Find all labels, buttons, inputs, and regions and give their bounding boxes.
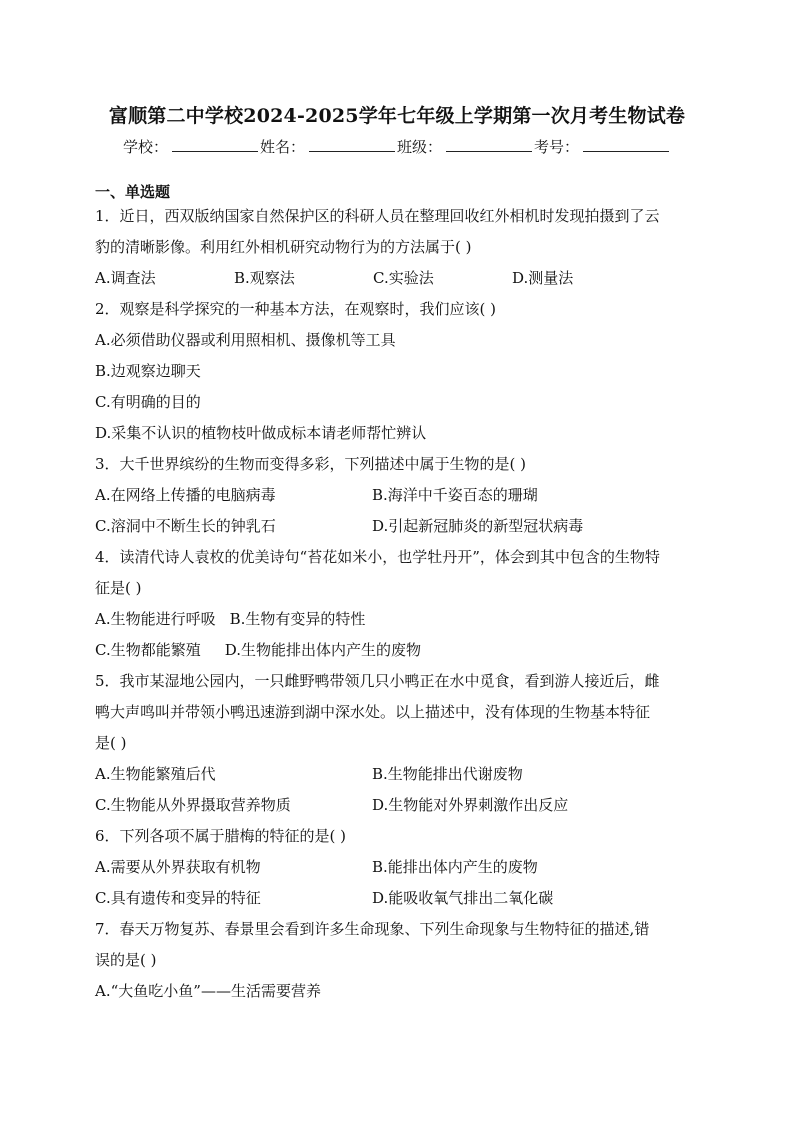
class-label: 班级： <box>397 138 443 156</box>
question-stem-line: 是( ) <box>95 734 127 752</box>
option-d: D.采集不认识的植物枝叶做成标本请老师帮忙辨认 <box>95 424 427 442</box>
option-c: C.生物都能繁殖 <box>95 641 201 659</box>
options-row <box>95 790 705 821</box>
question-stem-line: 4．读清代诗人袁枚的优美诗句“苔花如米小，也学牡丹开”，体会到其中包含的生物特 <box>95 548 660 566</box>
class-blank[interactable] <box>446 137 532 152</box>
option-b: B.边观察边聊天 <box>95 362 201 380</box>
school-label: 学校： <box>122 138 168 156</box>
section-heading: 一、单选题 <box>95 183 171 201</box>
option-a: A.调查法 <box>95 269 156 287</box>
option-d: D.生物能对外界刺激作出反应 <box>372 796 569 814</box>
options-row <box>95 635 705 666</box>
exam-number-blank[interactable] <box>583 137 669 152</box>
option-a: A.必须借助仪器或利用照相机、摄像机等工具 <box>95 331 396 349</box>
option-c: C.溶洞中不断生长的钟乳石 <box>95 517 276 535</box>
option-a: A.生物能繁殖后代 <box>95 765 216 783</box>
options-row <box>95 883 705 914</box>
question-stem-line: 5．我市某湿地公园内，一只雌野鸭带领几只小鸭正在水中觅食，看到游人接近后，雌 <box>95 672 660 690</box>
option-c: C.有明确的目的 <box>95 393 201 411</box>
question-stem-line: 鸭大声鸣叫并带领小鸭迅速游到湖中深水处。以上描述中，没有体现的生物基本特征 <box>95 703 651 721</box>
option-a: A.在网络上传播的电脑病毒 <box>95 486 276 504</box>
option-a: A.生物能进行呼吸 <box>95 610 216 628</box>
options-row <box>95 263 705 294</box>
school-blank[interactable] <box>172 137 258 152</box>
name-blank[interactable] <box>309 137 395 152</box>
option-d: D.测量法 <box>512 269 574 287</box>
question-stem-line: 豹的清晰影像。利用红外相机研究动物行为的方法属于( ) <box>95 238 472 256</box>
options-row <box>95 759 705 790</box>
option-b: B.生物有变异的特性 <box>229 610 366 628</box>
question-list <box>95 201 705 1007</box>
question-stem-line: 3．大千世界缤纷的生物而变得多彩，下列描述中属于生物的是( ) <box>95 455 527 473</box>
options-row <box>95 511 705 542</box>
option-b: B.观察法 <box>234 269 295 287</box>
question-2 <box>95 294 705 449</box>
question-1 <box>95 201 705 294</box>
option-c: C.具有遗传和变异的特征 <box>95 889 261 907</box>
question-5 <box>95 666 705 821</box>
option-b: B.生物能排出代谢废物 <box>372 765 523 783</box>
question-4 <box>95 542 705 666</box>
page-title: 富顺第二中学校2024-2025学年七年级上学期第一次月考生物试卷 <box>108 105 686 127</box>
options-row <box>95 852 705 883</box>
option-d: D.能吸收氧气排出二氧化碳 <box>372 889 554 907</box>
question-6 <box>95 821 705 914</box>
question-stem-line: 2．观察是科学探究的一种基本方法，在观察时，我们应该( ) <box>95 300 497 318</box>
option-c: C.实验法 <box>373 269 434 287</box>
question-stem-line: 6．下列各项不属于腊梅的特征的是( ) <box>95 827 347 845</box>
student-info-row <box>0 136 794 157</box>
option-a: A.需要从外界获取有机物 <box>95 858 261 876</box>
question-stem-line: 征是( ) <box>95 579 142 597</box>
question-stem-line: 误的是( ) <box>95 951 157 969</box>
name-label: 姓名： <box>259 138 305 156</box>
question-3 <box>95 449 705 542</box>
option-b: B.海洋中千姿百态的珊瑚 <box>372 486 538 504</box>
option-a: A.“大鱼吃小鱼”——生活需要营养 <box>95 982 321 1000</box>
question-stem-line: 7．春天万物复苏、春景里会看到许多生命现象、下列生命现象与生物特征的描述,错 <box>95 920 650 938</box>
options-row <box>95 480 705 511</box>
question-stem-line: 1．近日，西双版纳国家自然保护区的科研人员在整理回收红外相机时发现拍摄到了云 <box>95 207 660 225</box>
question-7 <box>95 914 705 1007</box>
option-b: B.能排出体内产生的废物 <box>372 858 538 876</box>
options-row <box>95 604 705 635</box>
option-d: D.生物能排出体内产生的废物 <box>224 641 421 659</box>
option-d: D.引起新冠肺炎的新型冠状病毒 <box>372 517 584 535</box>
option-c: C.生物能从外界摄取营养物质 <box>95 796 291 814</box>
exam-number-label: 考号： <box>534 138 580 156</box>
